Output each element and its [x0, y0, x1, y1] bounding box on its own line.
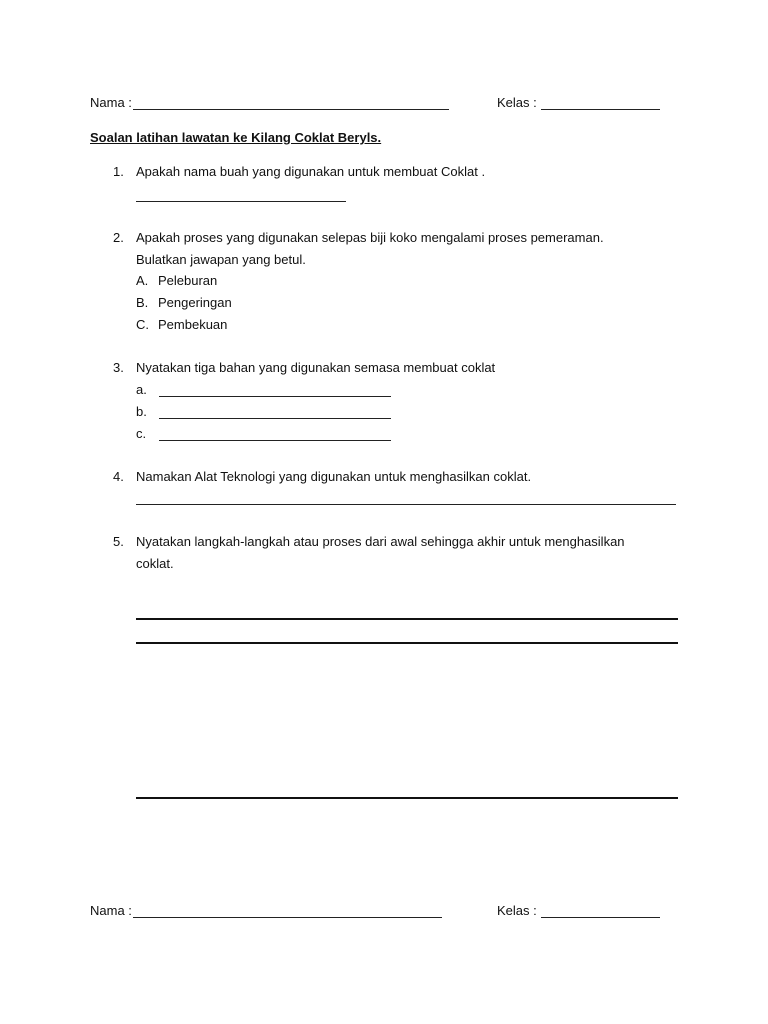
question-4-number: 4.: [113, 469, 124, 484]
item-b-answer-line[interactable]: [159, 418, 391, 419]
item-a-answer-line[interactable]: [159, 396, 391, 397]
footer-name-label: Nama :: [90, 903, 132, 918]
class-answer-line[interactable]: [541, 109, 660, 110]
question-2-number: 2.: [113, 230, 124, 245]
class-label: Kelas :: [497, 95, 537, 110]
question-5-answer-line-2[interactable]: [136, 642, 678, 644]
footer-name-answer-line[interactable]: [133, 917, 442, 918]
question-4-text: Namakan Alat Teknologi yang digunakan untuk menghasilkan coklat.: [136, 469, 532, 484]
option-b-text[interactable]: Pengeringan: [158, 295, 232, 310]
footer-class-label: Kelas :: [497, 903, 537, 918]
question-5-answer-line-1[interactable]: [136, 618, 678, 620]
question-1-number: 1.: [113, 164, 124, 179]
question-5-number: 5.: [113, 534, 124, 549]
question-1-answer-line[interactable]: [136, 201, 346, 202]
name-answer-line[interactable]: [133, 109, 449, 110]
worksheet-title: Soalan latihan lawatan ke Kilang Coklat Beryls.: [90, 130, 382, 145]
question-2-text: Apakah proses yang digunakan selepas biji koko mengalami proses pemeraman.: [136, 230, 604, 245]
question-1-text: Apakah nama buah yang digunakan untuk membuat Coklat .: [136, 164, 486, 179]
name-label: Nama :: [90, 95, 132, 110]
question-3-number: 3.: [113, 360, 124, 375]
question-5-answer-line-3[interactable]: [136, 797, 678, 799]
item-b-letter: b.: [136, 404, 147, 419]
option-b-letter: B.: [136, 295, 149, 310]
option-a-text[interactable]: Peleburan: [158, 273, 218, 288]
question-2-instruction: Bulatkan jawapan yang betul.: [136, 252, 306, 267]
question-5-text-line2: coklat.: [136, 556, 174, 571]
option-a-letter: A.: [136, 273, 149, 288]
footer-class-answer-line[interactable]: [541, 917, 660, 918]
item-c-letter: c.: [136, 426, 147, 441]
option-c-letter: C.: [136, 317, 149, 332]
item-a-letter: a.: [136, 382, 147, 397]
question-5-text-line1: Nyatakan langkah-langkah atau proses dari awal sehingga akhir untuk menghasilkan: [136, 534, 625, 549]
option-c-text[interactable]: Pembekuan: [158, 317, 228, 332]
item-c-answer-line[interactable]: [159, 440, 391, 441]
question-3-text: Nyatakan tiga bahan yang digunakan semasa membuat coklat: [136, 360, 496, 375]
question-4-answer-line[interactable]: [136, 504, 676, 505]
